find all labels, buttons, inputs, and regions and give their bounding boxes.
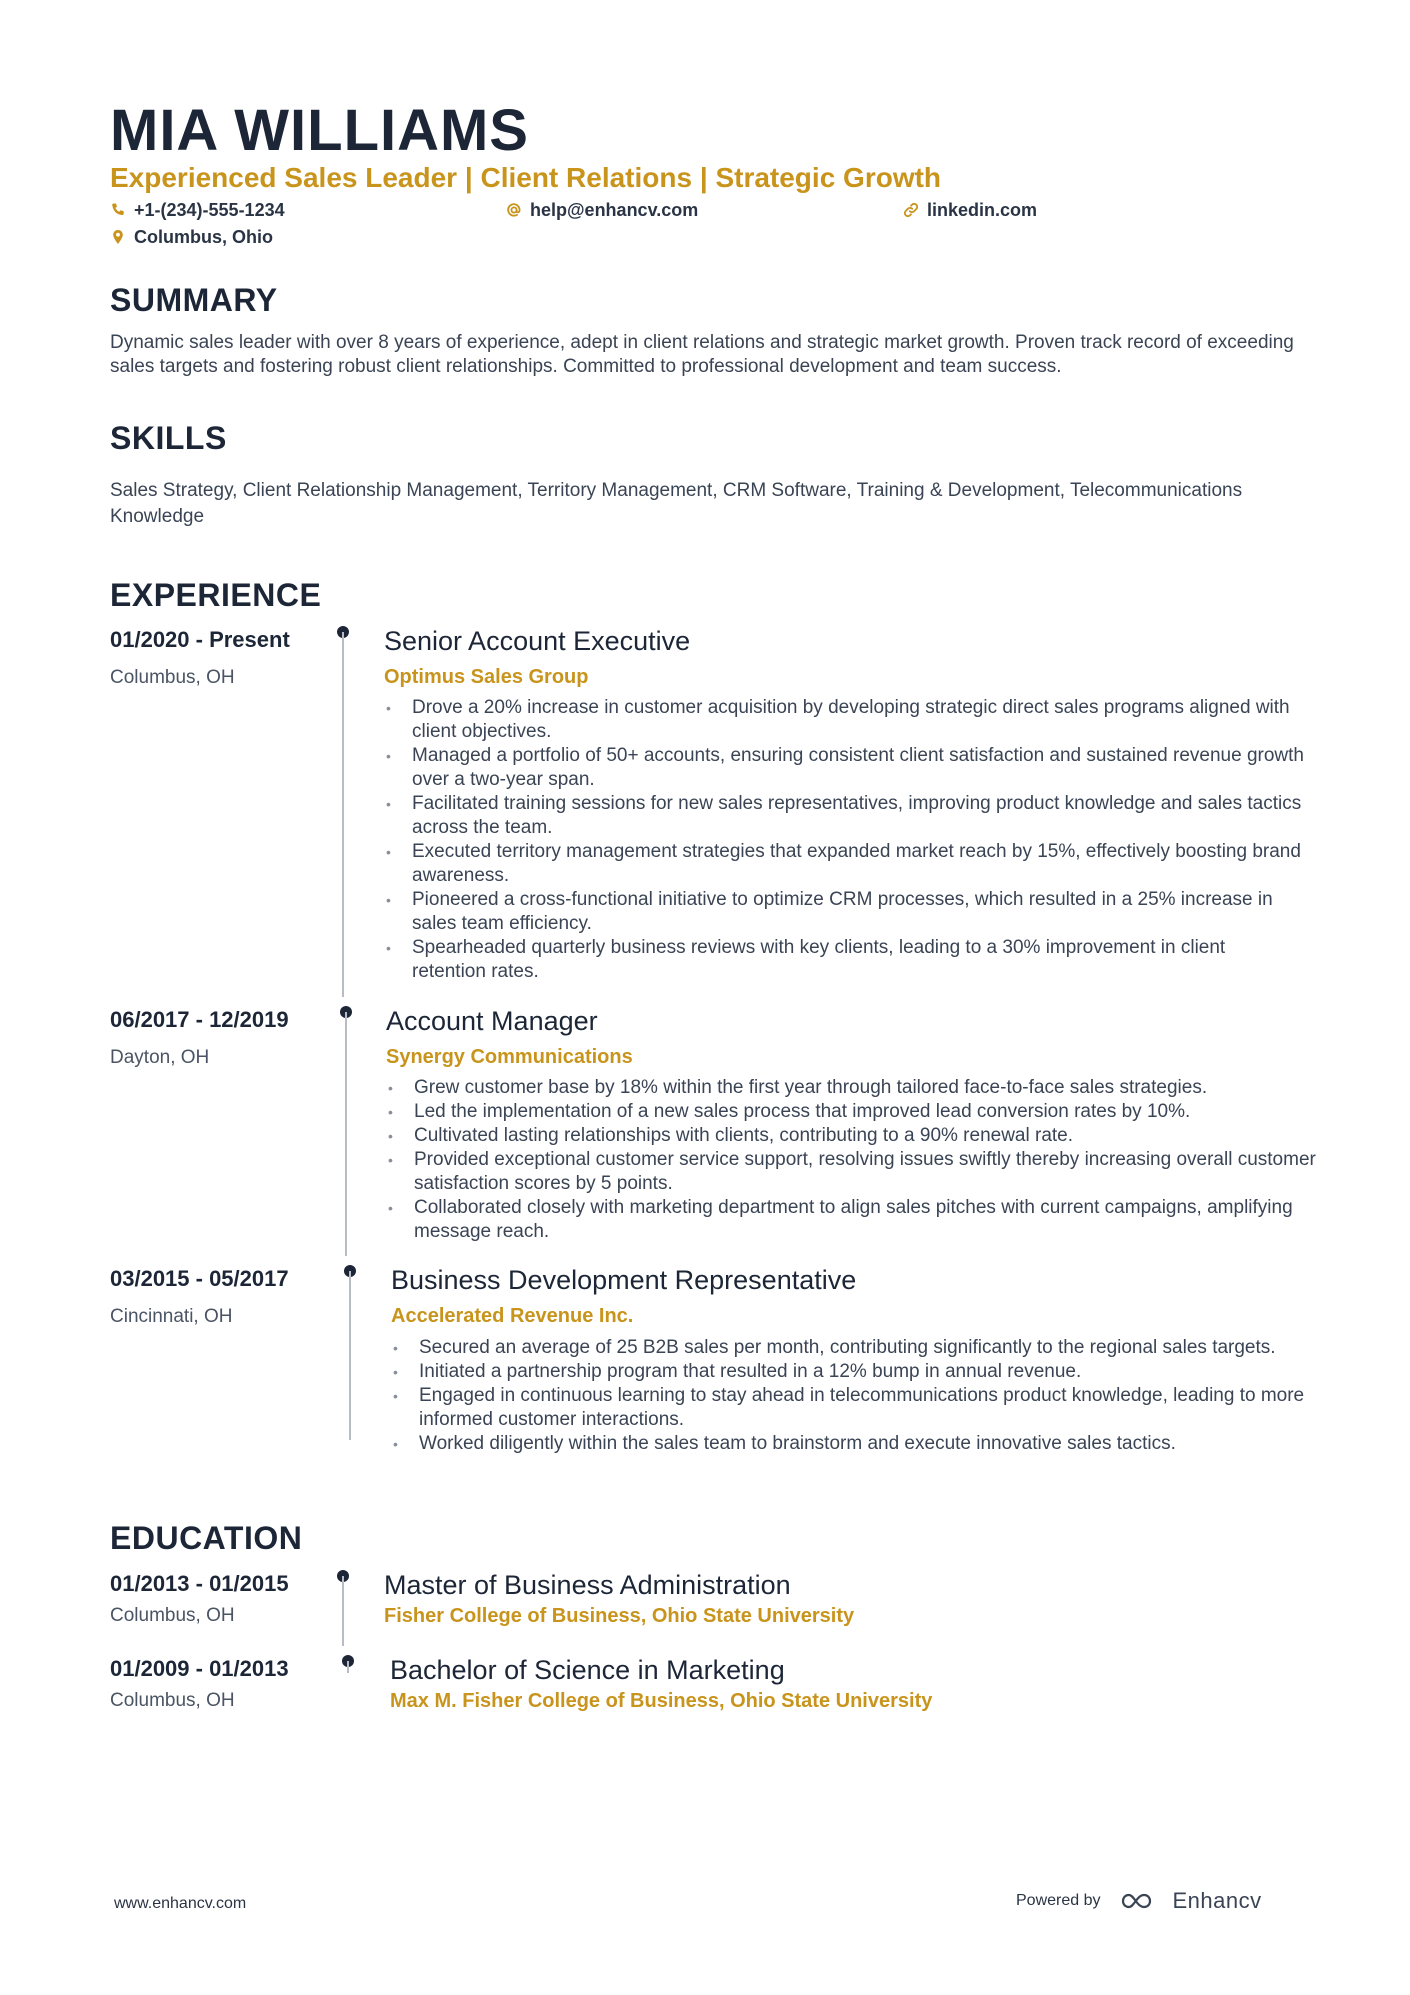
- phone-icon: [110, 202, 126, 218]
- education-school: Max M. Fisher College of Business, Ohio State University: [390, 1690, 933, 1712]
- education-dates: 01/2009 - 01/2013: [110, 1656, 289, 1681]
- job-role: Business Development Representative: [391, 1265, 857, 1295]
- list-item: • Drove a 20% increase in customer acquisition by developing strategic direct sales programs aligned with client objectives.: [384, 696, 1304, 744]
- linkedin-text: linkedin.com: [927, 200, 1038, 220]
- job-bullets: [391, 1336, 1311, 1456]
- education-degree: Master of Business Administration: [384, 1570, 791, 1600]
- list-item: • Secured an average of 25 B2B sales per month, contributing significantly to the regional sales targets.: [391, 1336, 1311, 1360]
- list-item: • Collaborated closely with marketing department to align sales pitches with current campaigns, amplifying message reach.: [386, 1196, 1321, 1244]
- enhancv-logo-icon: [1115, 1889, 1159, 1913]
- education-school: Fisher College of Business, Ohio State University: [384, 1605, 855, 1627]
- job-role: Senior Account Executive: [384, 626, 691, 656]
- job-company: Optimus Sales Group: [384, 666, 589, 688]
- job-location: Columbus, OH: [110, 667, 235, 688]
- footer-website[interactable]: www.enhancv.com: [114, 1895, 247, 1912]
- timeline-line: [349, 1271, 351, 1440]
- list-item: • Provided exceptional customer service support, resolving issues swiftly thereby increasing overall customer satisfaction scores by 5 points.: [386, 1148, 1321, 1196]
- list-item: • Grew customer base by 18% within the first year through tailored face-to-face sales strategies.: [386, 1076, 1321, 1100]
- candidate-headline: Experienced Sales Leader | Client Relations | Strategic Growth: [110, 162, 942, 193]
- brand-name: Enhancv: [1172, 1888, 1262, 1913]
- list-item: • Executed territory management strategies that expanded market reach by 15%, effectively boosting brand awareness.: [384, 840, 1304, 888]
- job-dates: 06/2017 - 12/2019: [110, 1007, 289, 1032]
- at-icon: [506, 202, 522, 218]
- timeline-line: [342, 1576, 344, 1646]
- education-degree: Bachelor of Science in Marketing: [390, 1655, 785, 1685]
- list-item: • Led the implementation of a new sales process that improved lead conversion rates by 10%.: [386, 1100, 1321, 1124]
- list-item: • Worked diligently within the sales team to brainstorm and execute innovative sales tactics.: [391, 1432, 1311, 1456]
- contact-email[interactable]: [506, 198, 698, 222]
- powered-by-text: Powered by: [1016, 1892, 1101, 1909]
- summary-title: SUMMARY: [110, 282, 278, 318]
- timeline-line: [347, 1661, 349, 1673]
- contact-phone[interactable]: [110, 198, 285, 222]
- skills-text: Sales Strategy, Client Relationship Management, Territory Management, CRM Software, Training & Development, Telecommunications Knowledge: [110, 480, 1243, 527]
- job-location: Dayton, OH: [110, 1047, 210, 1068]
- list-item: • Engaged in continuous learning to stay ahead in telecommunications product knowledge, leading to more informed customer interactions.: [391, 1384, 1311, 1432]
- list-item: • Initiated a partnership program that resulted in a 12% bump in annual revenue.: [391, 1360, 1311, 1384]
- list-item: • Spearheaded quarterly business reviews with key clients, leading to a 30% improvement in client retention rates.: [384, 936, 1304, 984]
- email-text: help@enhancv.com: [530, 200, 699, 220]
- link-icon: [903, 202, 919, 218]
- footer-branding[interactable]: [1016, 1888, 1262, 1914]
- experience-title: EXPERIENCE: [110, 577, 322, 613]
- phone-text: +1-(234)-555-1234: [134, 200, 285, 220]
- job-bullets: [386, 1076, 1321, 1244]
- job-bullets: [384, 696, 1304, 984]
- location-text: Columbus, Ohio: [134, 227, 273, 247]
- map-pin-icon: [110, 229, 126, 245]
- timeline-line: [342, 632, 344, 997]
- contact-location: [110, 225, 273, 249]
- job-location: Cincinnati, OH: [110, 1306, 233, 1327]
- job-company: Synergy Communications: [386, 1046, 633, 1068]
- contact-linkedin[interactable]: [903, 198, 1037, 222]
- education-location: Columbus, OH: [110, 1605, 235, 1626]
- list-item: • Cultivated lasting relationships with clients, contributing to a 90% renewal rate.: [386, 1124, 1321, 1148]
- job-dates: 03/2015 - 05/2017: [110, 1266, 289, 1291]
- skills-title: SKILLS: [110, 420, 227, 456]
- list-item: • Managed a portfolio of 50+ accounts, ensuring consistent client satisfaction and sustained revenue growth over a two-year span.: [384, 744, 1304, 792]
- list-item: • Pioneered a cross-functional initiative to optimize CRM processes, which resulted in a 25% increase in sales team efficiency.: [384, 888, 1304, 936]
- list-item: • Facilitated training sessions for new sales representatives, improving product knowledge and sales tactics across the team.: [384, 792, 1304, 840]
- summary-text: Dynamic sales leader with over 8 years of experience, adept in client relations and strategic market growth. Proven track record of exceeding sales targets and fostering robust client relationships. Committed to professional development and team success.: [110, 332, 1294, 377]
- candidate-name: MIA WILLIAMS: [110, 98, 529, 163]
- job-role: Account Manager: [386, 1006, 598, 1036]
- job-company: Accelerated Revenue Inc.: [391, 1305, 634, 1327]
- education-dates: 01/2013 - 01/2015: [110, 1571, 289, 1596]
- education-title: EDUCATION: [110, 1520, 303, 1556]
- education-location: Columbus, OH: [110, 1690, 235, 1711]
- timeline-line: [345, 1012, 347, 1256]
- job-dates: 01/2020 - Present: [110, 627, 290, 652]
